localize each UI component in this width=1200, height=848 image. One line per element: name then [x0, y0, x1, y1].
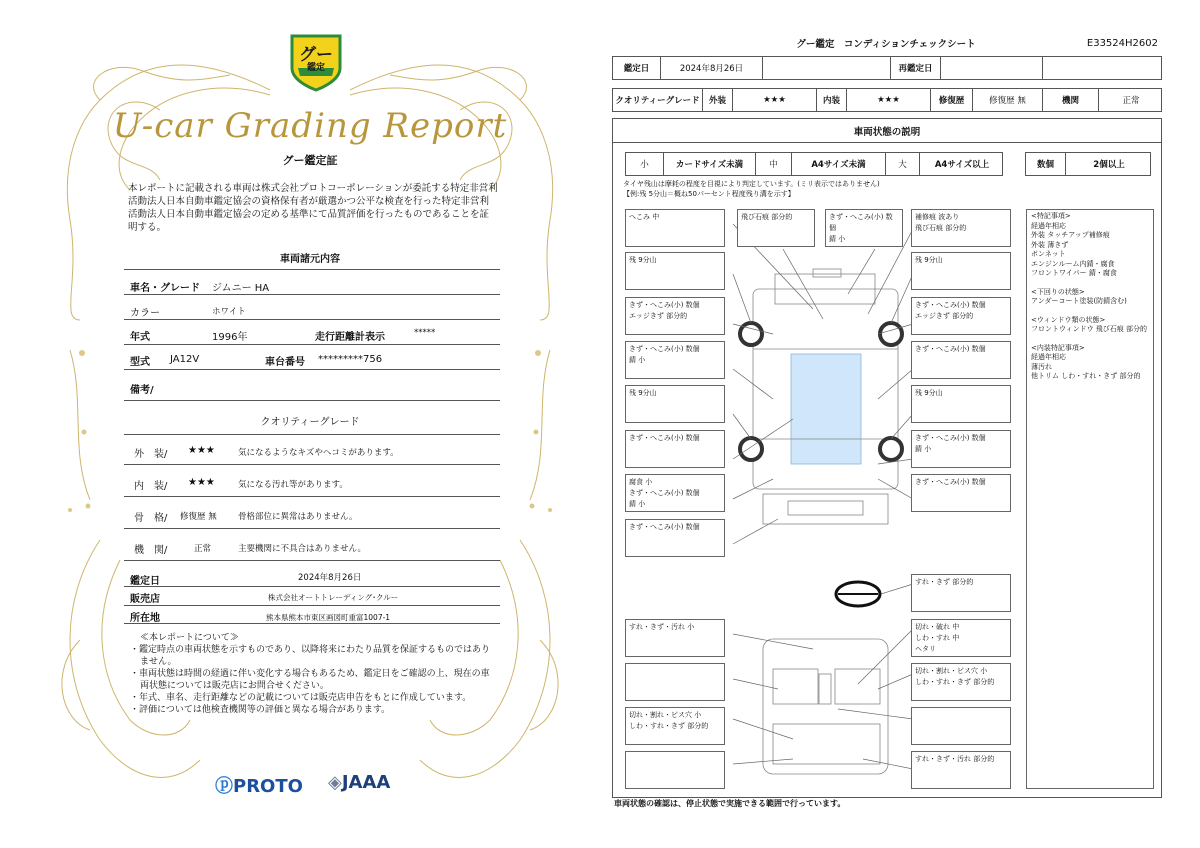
legend-medium-desc: A4サイズ未満: [792, 153, 886, 175]
remarks-label: 備考/: [130, 385, 154, 396]
model-label: 型式: [130, 357, 150, 368]
legend-medium: 中: [756, 153, 792, 175]
interior-note-box: [911, 619, 1011, 657]
legend-large: 大: [886, 153, 920, 175]
damage-note: エッジきず 部分的: [629, 312, 688, 320]
interior-note-box: [911, 751, 1011, 789]
interior-note: すれ・きず 部分的: [915, 578, 974, 586]
special-note: 経過年相応: [1031, 221, 1066, 230]
condition-check-sheet: [606, 30, 1166, 820]
special-notes-heading: <特記事項>: [1031, 212, 1071, 220]
logo-text-top: グー: [299, 45, 333, 65]
tire-tread-box: [911, 252, 1011, 290]
divider: [124, 464, 500, 465]
exterior-label: 外装: [703, 89, 733, 111]
tire-note-line: 【例:残 5分山＝概ね50パーセント程度残り溝を示す】: [623, 190, 795, 198]
year-value: 1996年: [212, 332, 248, 343]
tire-tread-box: [625, 252, 725, 290]
exterior-label: 外 装/: [134, 449, 168, 460]
proto-mark-icon: ⓟ: [215, 776, 233, 797]
damage-note: きず・へこみ(小) 数個: [915, 301, 986, 309]
damage-note: 錆 小: [829, 235, 846, 243]
interior-note-box: [625, 707, 725, 745]
legend-large-desc: A4サイズ以上: [934, 160, 990, 170]
date-label: 鑑定日: [130, 576, 160, 587]
damage-note-box: [911, 297, 1011, 335]
special-note: 外装 薄きず: [1031, 240, 1069, 249]
divider: [124, 294, 500, 295]
reinspection-date-label: 再鑑定日: [891, 57, 941, 79]
special-notes-panel: [1026, 209, 1154, 789]
divider: [124, 586, 500, 587]
empty-cell: [1043, 57, 1163, 79]
logo-text-bottom: 鑑定: [306, 63, 325, 73]
interior-comment: 気になる汚れ等があります。: [238, 480, 348, 490]
vehicle-condition-panel: [612, 118, 1162, 798]
damage-note-box: [911, 341, 1011, 379]
damage-note-box: [911, 474, 1011, 512]
repair-history-value: 修復歴 無: [973, 89, 1043, 111]
inspection-date-row: [612, 56, 1162, 80]
frame-value: 修復歴 無: [180, 512, 217, 522]
damage-note-box: [825, 209, 903, 247]
interior-note: しわ・すれ 中: [915, 634, 960, 642]
interior-special-note: 経過年相応: [1031, 353, 1066, 361]
name-grade-value: ジムニー HA: [212, 283, 270, 294]
damage-note: 錆 小: [629, 356, 646, 364]
damage-note: 錆 小: [629, 500, 646, 508]
notes-title: ≪本レポートについて≫: [140, 633, 239, 643]
damage-note-box: [737, 209, 815, 247]
interior-note-box: [625, 663, 725, 701]
sheet-title: グー鑑定 コンディションチェックシート: [796, 39, 976, 50]
report-title: U-car Grading Report: [112, 106, 508, 146]
frame-comment: 骨格部位に異常はありません。: [238, 512, 358, 522]
divider: [124, 434, 500, 435]
reinspection-date-value: [941, 57, 1043, 79]
damage-note: きず・へこみ(小) 数個: [629, 301, 700, 309]
chassis-value: *********756: [318, 354, 383, 365]
proto-logo-text: PROTO: [233, 776, 303, 797]
interior-note-box: [911, 707, 1011, 745]
odometer-value: *****: [414, 328, 436, 338]
address-value: 熊本県熊本市東区画図町重富1007-1: [266, 613, 391, 622]
damage-note: きず・へこみ(小) 数個: [915, 345, 986, 353]
damage-note: きず・へこみ(小) 数個: [629, 434, 700, 442]
damage-note-box: [625, 474, 725, 512]
color-label: カラー: [130, 308, 160, 319]
divider: [124, 344, 500, 345]
interior-note: 切れ・破れ 中: [915, 623, 960, 631]
special-note: ボンネット: [1031, 250, 1066, 258]
interior-note-box: [911, 663, 1011, 701]
damage-note: 補修痕 波あり: [915, 213, 960, 221]
inspection-date-value: 2024年8月26日: [661, 57, 763, 79]
interior-note: すれ・きず・汚れ 部分的: [915, 755, 995, 763]
footer-note: 車両状態の確認は、停止状態で実施できる範囲で行っています。: [614, 799, 846, 808]
engine-value: 正常: [1122, 96, 1140, 106]
tire-tread-note: 残 9分山: [629, 256, 657, 264]
note-item: ・年式、車名、走行距離などの記載については販売店申告をもとに作成しています。: [130, 693, 472, 703]
damage-note-box: [911, 430, 1011, 468]
spec-section-title: 車両諸元内容: [280, 254, 340, 265]
count-value: 2個以上: [1093, 160, 1125, 170]
car-interior-diagram: [763, 639, 888, 774]
odometer-label: 走行距離計表示: [315, 332, 385, 343]
note-item: ・評価については他検査機関等の評価と異なる場合があります。: [130, 705, 391, 715]
damage-note: 飛び石痕 部分的: [915, 224, 967, 232]
interior-stars: ★★★: [188, 477, 215, 488]
interior-note: 切れ・割れ・ビス穴 小: [915, 667, 988, 675]
damage-note: 錆 小: [915, 445, 932, 453]
address-label: 所在地: [130, 613, 160, 624]
damage-note-box: [625, 430, 725, 468]
interior-special-note: 薄汚れ: [1031, 362, 1052, 371]
damage-note: 飛び石痕 部分的: [741, 213, 793, 221]
underbody-note: アンダーコート塗装(防錆含む): [1031, 297, 1127, 305]
jaaa-mark-icon: ◈: [328, 772, 342, 793]
damage-note: へこみ 中: [629, 213, 660, 221]
name-grade-label: 車名・グレード: [130, 283, 200, 294]
divider: [124, 400, 500, 401]
special-note: フロントワイパー 錆・腐食: [1031, 269, 1117, 277]
engine-value: 正常: [194, 544, 212, 554]
interior-label: 内装: [817, 89, 847, 111]
window-heading: <ウィンドウ類の状態>: [1031, 315, 1106, 324]
damage-note-box: [625, 519, 725, 557]
jaaa-logo-text: JAAA: [341, 772, 391, 793]
damage-note-box: [625, 209, 725, 247]
model-value: JA12V: [170, 354, 200, 365]
certificate-body: 本レポートに記載される車両は株式会社プロトコーポレーションが委託する特定非営利活動法人日本自動車鑑定協会の資格保有者が厳選かつ公平な検査を行った特定非営利活動法人日本自動車鑑定協会の定める基準にて品質評価を行ったものであることを証明する。: [128, 183, 498, 233]
inspection-date-label: 鑑定日: [613, 57, 661, 79]
engine-label: 機関: [1043, 89, 1099, 111]
frame-label: 骨 格/: [134, 513, 168, 524]
goo-kantei-logo: [288, 32, 344, 92]
special-note: 外装 タッチアップ補修痕: [1031, 231, 1110, 239]
special-note: エンジンルーム内錆・腐食: [1031, 259, 1115, 268]
date-value: 2024年8月26日: [298, 573, 362, 583]
tire-tread-note: 残 9分山: [915, 389, 943, 397]
exterior-stars: ★★★: [188, 445, 215, 456]
interior-heading: <内装特記事項>: [1031, 343, 1085, 352]
certificate: [40, 20, 580, 830]
interior-special-note: 他トリム しわ・すれ・きず 部分的: [1031, 372, 1141, 380]
dealer-value: 株式会社オートトレーディング･クルー: [268, 593, 399, 602]
divider: [124, 269, 500, 270]
interior-note: しわ・すれ・きず 部分的: [629, 722, 709, 730]
divider: [124, 369, 500, 370]
legend-small: 小: [626, 153, 664, 175]
steering-wheel-icon: [836, 582, 880, 606]
note-item: ・車両状態は時間の経過に伴い変化する場合もあるため、鑑定日をご確認の上、現在の車両状態については販売店にお問合せください。: [130, 669, 490, 691]
divider: [124, 319, 500, 320]
window-note: フロントウィンドウ 飛び石痕 部分的: [1031, 325, 1148, 333]
chassis-label: 車台番号: [265, 357, 305, 368]
underbody-heading: <下回りの状態>: [1031, 287, 1085, 296]
jaaa-logo: [328, 772, 390, 793]
report-notes: [128, 632, 498, 716]
interior-note-box: [625, 619, 725, 657]
damage-note: きず・へこみ(小) 数個: [915, 478, 986, 486]
legend-small-desc: カードサイズ未満: [664, 153, 756, 175]
sheet-id: E33524H2602: [1086, 38, 1158, 49]
divider: [124, 560, 500, 561]
proto-logo: [215, 772, 303, 798]
divider: [124, 528, 500, 529]
color-value: ホワイト: [212, 307, 246, 317]
interior-label: 内 装/: [134, 481, 168, 492]
exterior-comment: 気になるようなキズやヘコミがあります。: [238, 448, 399, 458]
count-label: 数個: [1026, 153, 1066, 175]
damage-note: きず・へこみ(小) 数個: [829, 213, 893, 232]
quality-grade-label: クオリティーグレード: [613, 89, 703, 111]
damage-note: きず・へこみ(小) 数個: [629, 523, 700, 531]
tire-tread-box: [911, 385, 1011, 423]
vehicle-condition-title: 車両状態の説明: [613, 119, 1161, 143]
divider: [124, 623, 500, 624]
damage-note-box: [625, 297, 725, 335]
interior-note: しわ・すれ・きず 部分的: [915, 678, 995, 686]
quality-title: クオリティーグレード: [260, 417, 360, 428]
tire-note-line: タイヤ残山は摩耗の程度を目視により判定しています。(ミリ表示ではありません): [623, 180, 880, 188]
interior-note: ヘタリ: [915, 645, 936, 653]
interior-note: すれ・きず・汚れ 小: [629, 623, 695, 631]
damage-note: きず・へこみ(小) 数個: [915, 434, 986, 442]
year-label: 年式: [130, 332, 150, 343]
repair-history-label: 修復歴: [931, 89, 973, 111]
interior-note-box: [625, 751, 725, 789]
engine-comment: 主要機関に不具合はありません。: [238, 544, 367, 554]
divider: [124, 496, 500, 497]
exterior-value: ★★★: [733, 89, 817, 111]
tire-tread-box: [625, 385, 725, 423]
engine-label: 機 関/: [134, 545, 168, 556]
damage-note: 腐食 小: [629, 478, 653, 486]
damage-note: きず・へこみ(小) 数個: [629, 345, 700, 353]
damage-note: エッジきず 部分的: [915, 312, 974, 320]
tire-tread-note: 残 9分山: [629, 389, 657, 397]
car-exterior-diagram: [740, 269, 902, 524]
divider: [124, 605, 500, 606]
interior-value: ★★★: [847, 89, 931, 111]
damage-note: きず・へこみ(小) 数個: [629, 489, 700, 497]
empty-cell: [763, 57, 891, 79]
dealer-label: 販売店: [130, 594, 160, 605]
certificate-title: グー鑑定証: [282, 154, 338, 167]
quality-grade-row: [612, 88, 1162, 112]
damage-note-box: [625, 341, 725, 379]
note-item: ・鑑定時点の車両状態を示すものであり、以降将来にわたり品質を保証するものではありません。: [130, 645, 491, 667]
damage-note-box: [911, 209, 1011, 247]
tire-tread-note: 残 9分山: [915, 256, 943, 264]
interior-note: 切れ・割れ・ビス穴 小: [629, 711, 702, 719]
interior-note-box: [911, 574, 1011, 612]
